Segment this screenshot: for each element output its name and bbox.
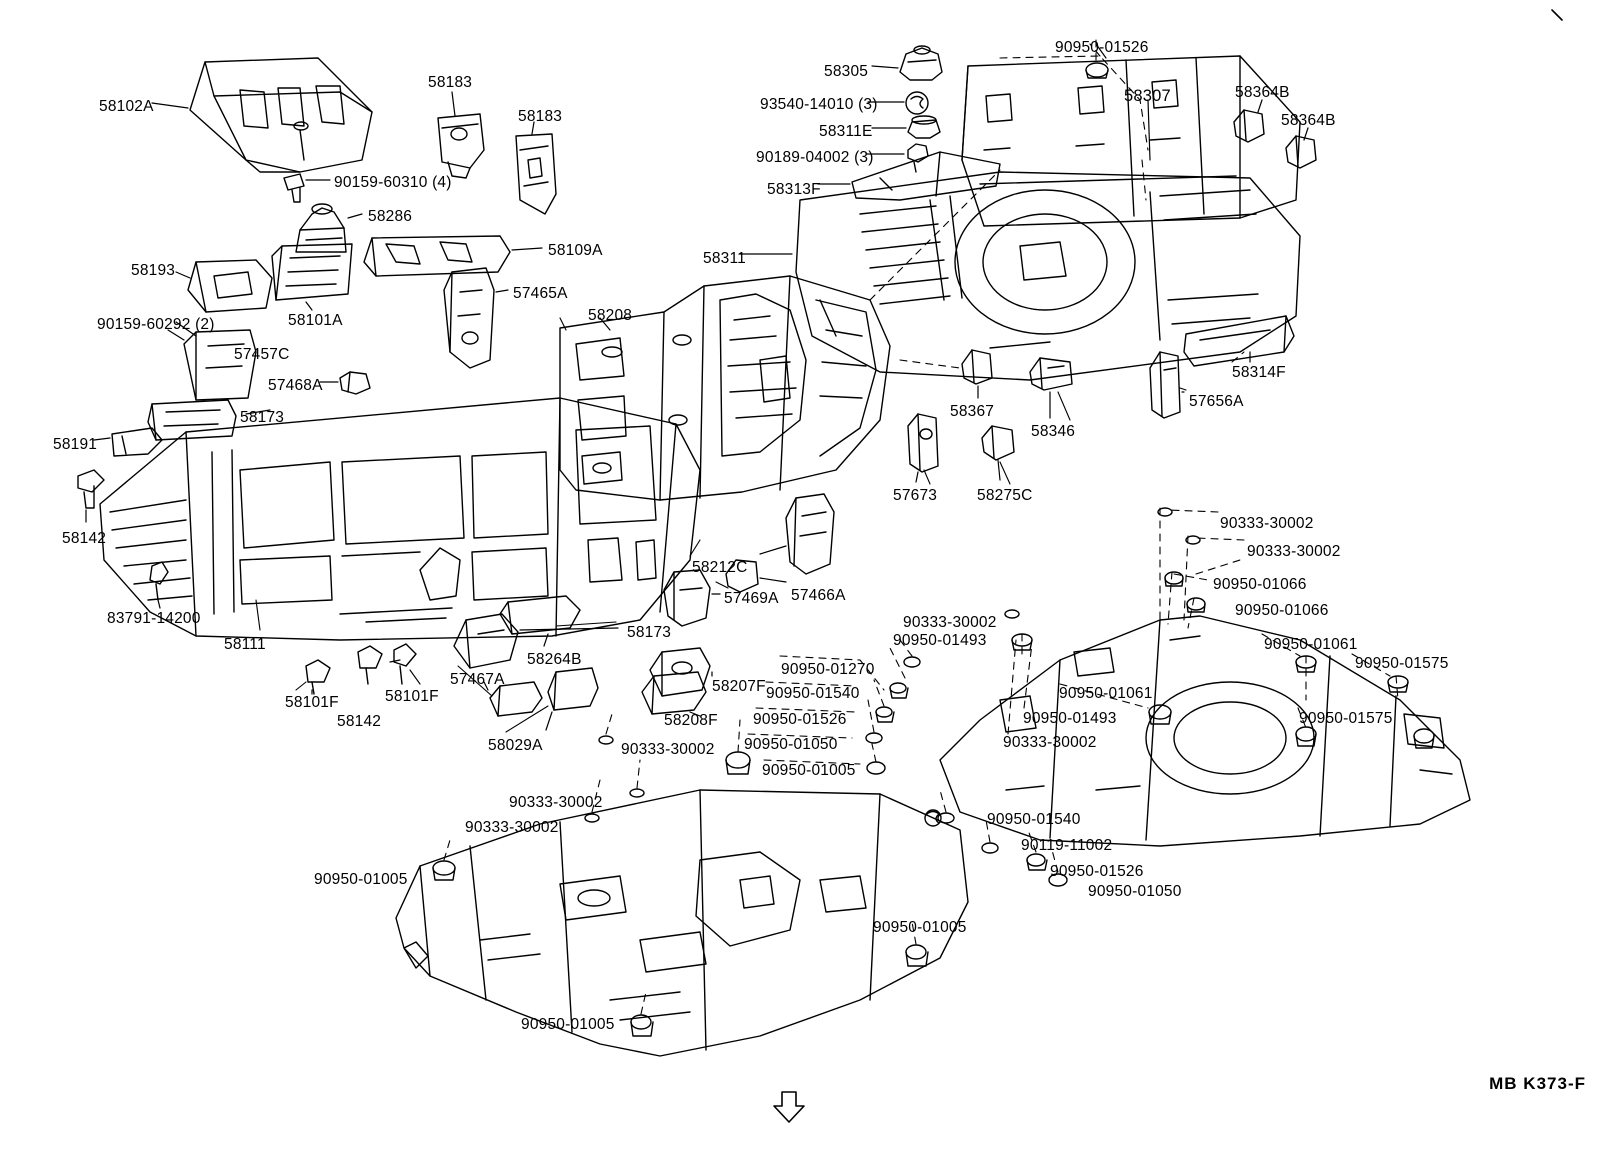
- part-90950-01526-top: [1086, 63, 1108, 78]
- part-90189-04002: [908, 144, 928, 172]
- part-label: 58183: [428, 74, 473, 91]
- part-label: 90950-01526: [1050, 863, 1144, 880]
- part-label: 58101F: [285, 694, 339, 711]
- part-58183-upper: [438, 114, 484, 178]
- part-58311E: [908, 116, 940, 138]
- part-58109A: [364, 236, 510, 276]
- part-label: 58305: [824, 63, 869, 80]
- part-label: 57467A: [450, 671, 505, 688]
- part-label: 58111: [224, 636, 266, 653]
- part-label: 58212C: [692, 559, 748, 576]
- part-57673: [908, 414, 938, 472]
- part-58364B-lower: [1286, 136, 1316, 168]
- part-58142-left: [78, 470, 104, 508]
- part-label: 57466A: [791, 587, 846, 604]
- part-label: 90950-01575: [1355, 655, 1449, 672]
- part-label: 58208F: [664, 712, 718, 729]
- part-58183-lower: [516, 134, 556, 214]
- part-label: 90950-01526: [753, 711, 847, 728]
- part-label: 90119-11002: [1021, 837, 1113, 854]
- part-58102A: [190, 58, 372, 172]
- part-label: 90333-30002: [903, 614, 997, 631]
- part-label: 90950-01270: [781, 661, 875, 678]
- part-label: 58311E: [819, 123, 873, 140]
- part-58193: [188, 260, 272, 312]
- part-label: 58142: [337, 713, 382, 730]
- part-58173-mid: [454, 614, 518, 668]
- grommet-cluster-center: [433, 657, 1067, 1036]
- part-58101F-left: [306, 660, 330, 694]
- part-label: 83791-14200: [107, 610, 201, 627]
- part-label: 90950-01526: [1055, 39, 1149, 56]
- part-label: 58275C: [977, 487, 1033, 504]
- part-label: 57469A: [724, 590, 779, 607]
- part-label: 57457C: [234, 346, 290, 363]
- part-58142-right: [394, 644, 416, 684]
- part-label: 58364B: [1281, 112, 1336, 129]
- part-58346: [1030, 358, 1072, 390]
- part-label: 58364B: [1235, 84, 1290, 101]
- part-57468A: [340, 372, 370, 394]
- part-label: 58264B: [527, 651, 582, 668]
- part-58275C: [982, 426, 1014, 460]
- sheet-code: MB K373-F: [1489, 1074, 1586, 1093]
- part-58207F: [650, 648, 710, 696]
- part-label: 58142: [62, 530, 107, 547]
- part-label: 58173: [240, 409, 285, 426]
- orientation-arrow: [774, 1092, 804, 1122]
- part-label: 58191: [53, 436, 98, 453]
- part-93540-14010: [906, 92, 928, 114]
- part-label: 90333-30002: [621, 741, 715, 758]
- part-label: 90333-30002: [1220, 515, 1314, 532]
- part-label: 90333-30002: [1247, 543, 1341, 560]
- part-label: 58101A: [288, 312, 343, 329]
- part-label: 90189-04002 (3): [756, 149, 874, 166]
- part-57469A: [664, 570, 710, 626]
- part-label: 90950-01061: [1264, 636, 1358, 653]
- part-58212C: [786, 494, 834, 574]
- part-58111-floor-pan: [100, 398, 700, 640]
- part-label: 58346: [1031, 423, 1076, 440]
- part-label: 90333-30002: [1003, 734, 1097, 751]
- part-label: 90159-60292 (2): [97, 316, 215, 333]
- part-58305: [900, 46, 942, 80]
- part-label: 58029A: [488, 737, 543, 754]
- part-label: 90950-01540: [987, 811, 1081, 828]
- part-57457C: [184, 330, 256, 400]
- part-57465A: [444, 268, 494, 368]
- part-58314F: [1184, 316, 1294, 366]
- part-58313F: [852, 152, 1000, 200]
- part-58101F-right: [358, 646, 382, 684]
- part-label: 58367: [950, 403, 995, 420]
- part-label: 90950-01050: [744, 736, 838, 753]
- part-58264B: [500, 596, 580, 634]
- part-label: 90333-30002: [465, 819, 559, 836]
- part-label: 90950-01005: [521, 1016, 615, 1033]
- part-label: 90950-01493: [1023, 710, 1117, 727]
- part-90159-60310: [284, 174, 304, 202]
- part-label: 58109A: [548, 242, 603, 259]
- part-58364B-upper: [1234, 110, 1264, 142]
- part-label: 90950-01066: [1235, 602, 1329, 619]
- part-58029A: [548, 668, 598, 710]
- part-label: 57656A: [1189, 393, 1244, 410]
- part-label: 57673: [893, 487, 938, 504]
- part-label: 58207F: [712, 678, 766, 695]
- part-label: 90950-01050: [1088, 883, 1182, 900]
- part-58311-rear-pan: [796, 172, 1300, 380]
- part-label: 57465A: [513, 285, 568, 302]
- part-label: 58313F: [767, 181, 821, 198]
- part-label: 57468A: [268, 377, 323, 394]
- part-label: 90950-01005: [873, 919, 967, 936]
- part-label: 90333-30002: [509, 794, 603, 811]
- part-label: 58183: [518, 108, 563, 125]
- part-58208F: [642, 672, 706, 714]
- part-label: 90950-01005: [762, 762, 856, 779]
- part-label: 58314F: [1232, 364, 1286, 381]
- part-label: 90950-01575: [1299, 710, 1393, 727]
- part-58367: [962, 350, 992, 384]
- part-label: 58101F: [385, 688, 439, 705]
- part-58173-left: [148, 400, 236, 440]
- part-label: 90950-01061: [1059, 685, 1153, 702]
- part-label: 58286: [368, 208, 413, 225]
- part-label: 58307: [1124, 87, 1171, 105]
- part-label: 58208: [588, 307, 633, 324]
- part-label: 90950-01005: [314, 871, 408, 888]
- part-label: 90950-01066: [1213, 576, 1307, 593]
- part-label: 58102A: [99, 98, 154, 115]
- part-label: 90159-60310 (4): [334, 174, 452, 191]
- part-label: 93540-14010 (3): [760, 96, 878, 113]
- part-label: 58311: [703, 250, 746, 267]
- part-label: 90950-01493: [893, 632, 987, 649]
- part-label: 90950-01540: [766, 685, 860, 702]
- part-label: 58193: [131, 262, 176, 279]
- part-label: 58173: [627, 624, 672, 641]
